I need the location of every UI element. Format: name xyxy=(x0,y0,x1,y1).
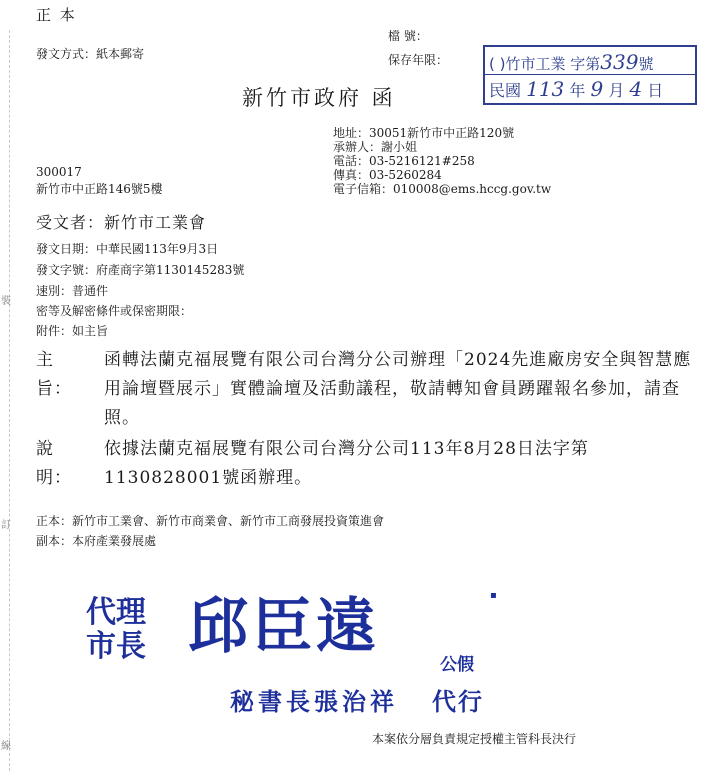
official-leave-mark: 公假 xyxy=(440,655,474,675)
subject-text: 函轉法蘭克福展覽有限公司台灣分公司辦理「2024先進廠房安全與智慧應用論壇暨展示」實體論壇及活動議程，敬請轉知會員踴躍報名參加，請查照。 xyxy=(104,350,692,428)
issuer-fax: 傳真：03-5260284 xyxy=(333,168,442,182)
attachment: 附件：如主旨 xyxy=(36,324,109,338)
retention-label: 保存年限： xyxy=(388,53,449,67)
file-number-label: 檔 號： xyxy=(388,29,428,43)
issuer-email: 電子信箱：010008@ems.hccg.gov.tw xyxy=(333,182,552,196)
acting-title-top: 代理 xyxy=(86,595,146,630)
issuer-officer: 承辦人：謝小姐 xyxy=(333,140,418,154)
dispatch-method: 發文方式：紙本郵寄 xyxy=(36,47,145,61)
stamp-handwritten-number: 339 xyxy=(600,50,639,74)
stamp-line1-prefix: ( )竹市工業 字第 xyxy=(489,55,601,73)
stamp-month: 9 xyxy=(590,77,604,101)
issuer-address: 地址：30051新竹市中正路120號 xyxy=(333,126,515,140)
stamp-month-unit: 月 xyxy=(608,81,625,100)
mayor-name: 邱臣遠 xyxy=(188,592,380,662)
original-recipients: 正本：新竹市工業會、新竹市商業會、新竹市工商發展投資策進會 xyxy=(36,514,385,528)
subject-label: 主旨： xyxy=(36,350,72,399)
stamp-day-unit: 日 xyxy=(647,81,664,100)
acting-title-bottom: 市長 xyxy=(86,629,146,664)
issuer-phone: 電話：03-5216121#258 xyxy=(333,154,475,168)
document-number: 發文字號：府產商字第1130145283號 xyxy=(36,263,245,277)
issue-date: 發文日期：中華民國113年9月3日 xyxy=(36,242,219,256)
acting-on-behalf: 代行 xyxy=(432,688,484,716)
margin-mark-bind: 裝 xyxy=(1,296,11,307)
copy-type-label: 正 本 xyxy=(36,6,77,24)
recipient: 受文者：新竹市工業會 xyxy=(36,213,207,232)
stamp-year: 113 xyxy=(526,77,565,101)
secretary-general-name: 秘書長張治祥 xyxy=(230,688,398,716)
ink-dot: ▪ xyxy=(490,590,497,601)
margin-mark-line: 線 xyxy=(1,741,11,752)
recipient-address: 新竹市中正路146號5樓 xyxy=(36,182,163,196)
secrecy-level: 密等及解密條件或保密期限： xyxy=(36,304,193,318)
delivery-speed: 速別：普通件 xyxy=(36,284,109,298)
copy-recipients: 副本：本府產業發展處 xyxy=(36,534,157,548)
explanation-text: 依據法蘭克福展覽有限公司台灣分公司113年8月28日法字第1130828001號函辦理。 xyxy=(104,439,589,488)
issuer-title: 新竹市政府 函 xyxy=(242,86,396,110)
stamp-line1-suffix: 號 xyxy=(638,55,654,73)
recipient-zip: 300017 xyxy=(36,165,82,179)
stamp-year-unit: 年 xyxy=(569,81,586,100)
binding-margin-line xyxy=(9,30,10,771)
margin-mark-staple: 訂 xyxy=(1,520,11,531)
stamp-day: 4 xyxy=(629,77,643,101)
explanation-label: 說明： xyxy=(36,439,72,488)
delegation-note: 本案依分層負責規定授權主管科長決行 xyxy=(372,732,577,746)
receipt-stamp xyxy=(483,45,697,105)
stamp-era: 民國 xyxy=(489,81,522,100)
